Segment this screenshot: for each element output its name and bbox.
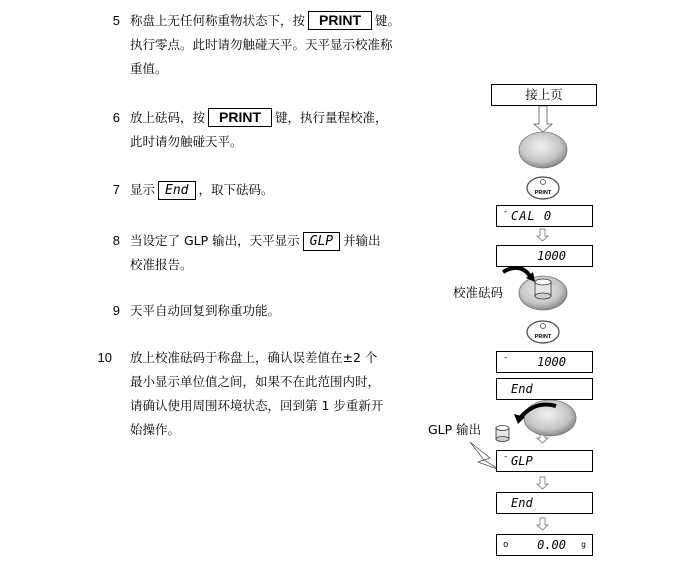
display-end-2 xyxy=(496,492,593,514)
step-number: 8 xyxy=(112,233,120,248)
continued-from-previous-page: 接上页 xyxy=(491,84,597,106)
step-text: 键。 xyxy=(375,13,401,28)
step-number: 7 xyxy=(112,182,120,197)
step-text: 并输出 xyxy=(343,233,381,248)
place-weight-arrow-icon xyxy=(503,268,530,276)
display-zero xyxy=(496,534,593,556)
stable-mark: - xyxy=(503,353,509,363)
print-key: PRINT xyxy=(308,11,372,30)
step-text: 键，执行量程校准， xyxy=(275,110,388,125)
step-number: 5 xyxy=(112,13,120,28)
display-1000-stable xyxy=(496,351,593,373)
step-text: 请确认使用周围环境状态，回到第 1 步重新开 xyxy=(130,398,384,413)
unit-label: g xyxy=(581,540,586,549)
display-text: GLP xyxy=(511,454,533,468)
display-text: 1000 xyxy=(537,249,566,263)
step-number: 9 xyxy=(112,303,120,318)
step-number: 10 xyxy=(97,350,112,365)
print-button-icon xyxy=(527,321,559,343)
step-text: 执行零点。此时请勿触碰天平。天平显示校准称 xyxy=(130,37,393,52)
step-text: 此时请勿触碰天平。 xyxy=(130,134,243,149)
step-text: 始操作。 xyxy=(130,422,181,437)
step-text: 校准报告。 xyxy=(130,257,193,272)
display-1000 xyxy=(496,245,593,267)
step-number: 6 xyxy=(112,110,120,125)
stable-mark: - xyxy=(503,452,509,462)
print-button-icon xyxy=(527,177,559,199)
stable-mark: - xyxy=(503,207,509,217)
display-text: End xyxy=(511,496,533,510)
lcd-end: End xyxy=(158,181,195,200)
step-text: 重值。 xyxy=(130,61,168,76)
down-arrow xyxy=(534,106,552,132)
display-text: End xyxy=(511,382,533,396)
print-button-label: PRINT xyxy=(534,334,552,340)
display-cal-0 xyxy=(496,205,593,227)
display-text: 0.00 xyxy=(537,538,566,552)
step-text: 最小显示单位值之间，如果不在此范围内时， xyxy=(130,374,381,389)
step-text: 当设定了 GLP 输出，天平显示 xyxy=(130,233,300,248)
balance-pan xyxy=(519,132,567,168)
calibration-weight-label: 校准砝码 xyxy=(453,285,504,300)
step-text: 显示 xyxy=(130,182,156,197)
display-text: 1000 xyxy=(537,355,566,369)
step-text: 称盘上无任何称重物状态下，按 xyxy=(130,13,306,28)
step-text: 天平自动回复到称重功能。 xyxy=(130,303,281,318)
display-end xyxy=(496,378,593,400)
step-text: 放上砝码，按 xyxy=(130,110,206,125)
print-button-label: PRINT xyxy=(534,190,552,196)
weight-icon xyxy=(535,279,551,299)
stable-mark: o xyxy=(503,540,509,550)
lcd-glp: GLP xyxy=(303,232,340,251)
print-key: PRINT xyxy=(208,108,272,127)
glp-output-label: GLP 输出 xyxy=(428,422,482,437)
weight-icon xyxy=(496,426,509,442)
step-text: 放上校准砝码于称盘上，确认误差值在±2 个 xyxy=(130,350,378,365)
display-glp xyxy=(496,450,593,472)
step-text: ，取下砝码。 xyxy=(198,182,274,197)
display-text: CAL 0 xyxy=(511,209,553,223)
